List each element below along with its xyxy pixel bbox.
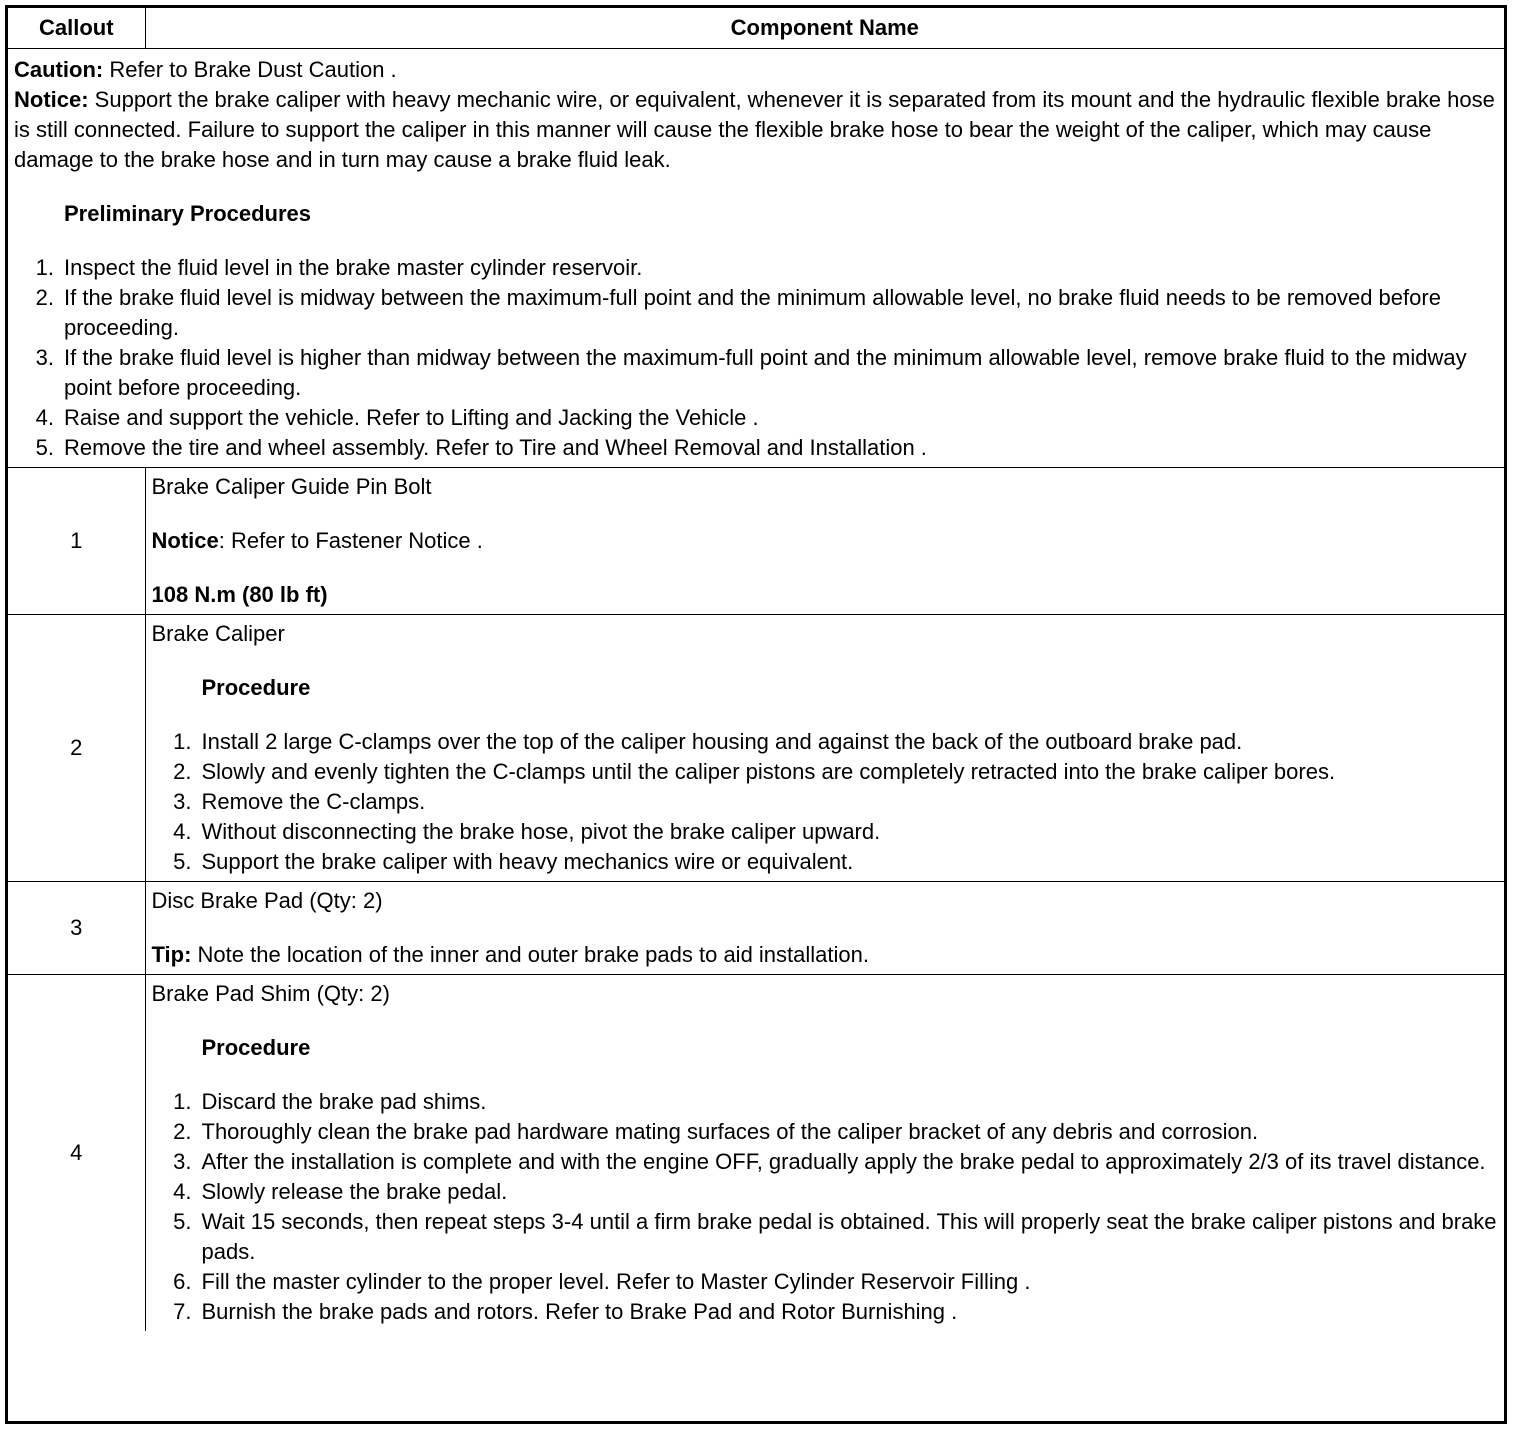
notice-text: Support the brake caliper with heavy mechanic wire, or equivalent, whenever it is separated from its mount and the hydraulic flexible brake hose is still connected. Failure to support the caliper in this manner will cause the flexible brake hose to bear the weight of the caliper, which may cause damage to the brake hose and in turn may cause a brake fluid leak.	[14, 87, 1495, 172]
preliminary-steps-list	[14, 253, 1498, 463]
intro-row	[8, 49, 1504, 468]
callout-number: 4	[8, 975, 145, 1332]
procedure-heading: Procedure	[201, 1035, 311, 1060]
procedure-steps-list	[152, 727, 1499, 877]
table-row	[8, 975, 1504, 1332]
list-item: 3. After the installation is complete and with the engine OFF, gradually apply the brake pedal to approximately 2/3 of its travel distance.	[173, 1149, 1486, 1174]
list-item: 1. Discard the brake pad shims.	[173, 1089, 487, 1114]
callout-number: 2	[8, 615, 145, 882]
list-item: 5. Wait 15 seconds, then repeat steps 3-4 until a firm brake pedal is obtained. This will properly seat the brake caliper pistons and brake pads.	[173, 1209, 1497, 1264]
component-name: Disc Brake Pad (Qty: 2)	[151, 888, 383, 913]
callout-column-header: Callout	[8, 8, 145, 49]
list-item: 4. Without disconnecting the brake hose, pivot the brake caliper upward.	[173, 819, 881, 844]
component-name: Brake Caliper	[151, 621, 285, 646]
list-item: 1. Install 2 large C-clamps over the top of the caliper housing and against the back of the outboard brake pad.	[173, 729, 1243, 754]
list-item: 7. Burnish the brake pads and rotors. Refer to Brake Pad and Rotor Burnishing .	[173, 1299, 958, 1324]
list-item: 5. Support the brake caliper with heavy mechanics wire or equivalent.	[173, 849, 854, 874]
table-row	[8, 468, 1504, 615]
list-item: 3. If the brake fluid level is higher than midway between the maximum-full point and the minimum allowable level, remove brake fluid to the midway point before proceeding.	[35, 345, 1467, 400]
list-item: 2. Slowly and evenly tighten the C-clamps until the caliper pistons are completely retracted into the brake caliper bores.	[173, 759, 1336, 784]
preliminary-procedures-heading: Preliminary Procedures	[64, 201, 312, 226]
list-item: 2. If the brake fluid level is midway between the maximum-full point and the minimum allowable level, no brake fluid needs to be removed before proceeding.	[35, 285, 1441, 340]
caution-label: Caution:	[14, 57, 104, 82]
list-item: 1. Inspect the fluid level in the brake master cylinder reservoir.	[35, 255, 643, 280]
caution-text: Refer to Brake Dust Caution .	[103, 57, 397, 82]
list-item: 3. Remove the C-clamps.	[173, 789, 426, 814]
component-cell	[145, 882, 1504, 975]
component-name-column-header: Component Name	[145, 8, 1504, 49]
component-cell	[145, 468, 1504, 615]
callout-number: 3	[8, 882, 145, 975]
component-name: Brake Caliper Guide Pin Bolt	[151, 474, 432, 499]
component-cell	[145, 615, 1504, 882]
component-name: Brake Pad Shim (Qty: 2)	[151, 981, 390, 1006]
list-item: 5. Remove the tire and wheel assembly. Refer to Tire and Wheel Removal and Installation .	[35, 435, 927, 460]
tip-line: Tip: Note the location of the inner and outer brake pads to aid installation.	[151, 942, 869, 967]
caution-line	[14, 55, 1498, 85]
list-item: 4. Raise and support the vehicle. Refer to Lifting and Jacking the Vehicle .	[35, 405, 759, 430]
list-item: 6. Fill the master cylinder to the proper level. Refer to Master Cylinder Reservoir Filling .	[173, 1269, 1031, 1294]
component-cell	[145, 975, 1504, 1332]
notice-line: Notice: Refer to Fastener Notice .	[151, 528, 483, 553]
service-table-frame	[5, 5, 1507, 1424]
list-item: 2. Thoroughly clean the brake pad hardware mating surfaces of the caliper bracket of any debris and corrosion.	[173, 1119, 1259, 1144]
component-table	[8, 8, 1504, 1331]
table-header-row	[8, 8, 1504, 49]
torque-spec: 108 N.m (80 lb ft)	[151, 582, 328, 607]
procedure-steps-list	[152, 1087, 1499, 1327]
table-row	[8, 882, 1504, 975]
intro-cell	[8, 49, 1504, 468]
procedure-heading: Procedure	[201, 675, 311, 700]
callout-number: 1	[8, 468, 145, 615]
table-row	[8, 615, 1504, 882]
notice-paragraph	[14, 85, 1498, 175]
notice-label: Notice:	[14, 87, 89, 112]
list-item: 4. Slowly release the brake pedal.	[173, 1179, 508, 1204]
